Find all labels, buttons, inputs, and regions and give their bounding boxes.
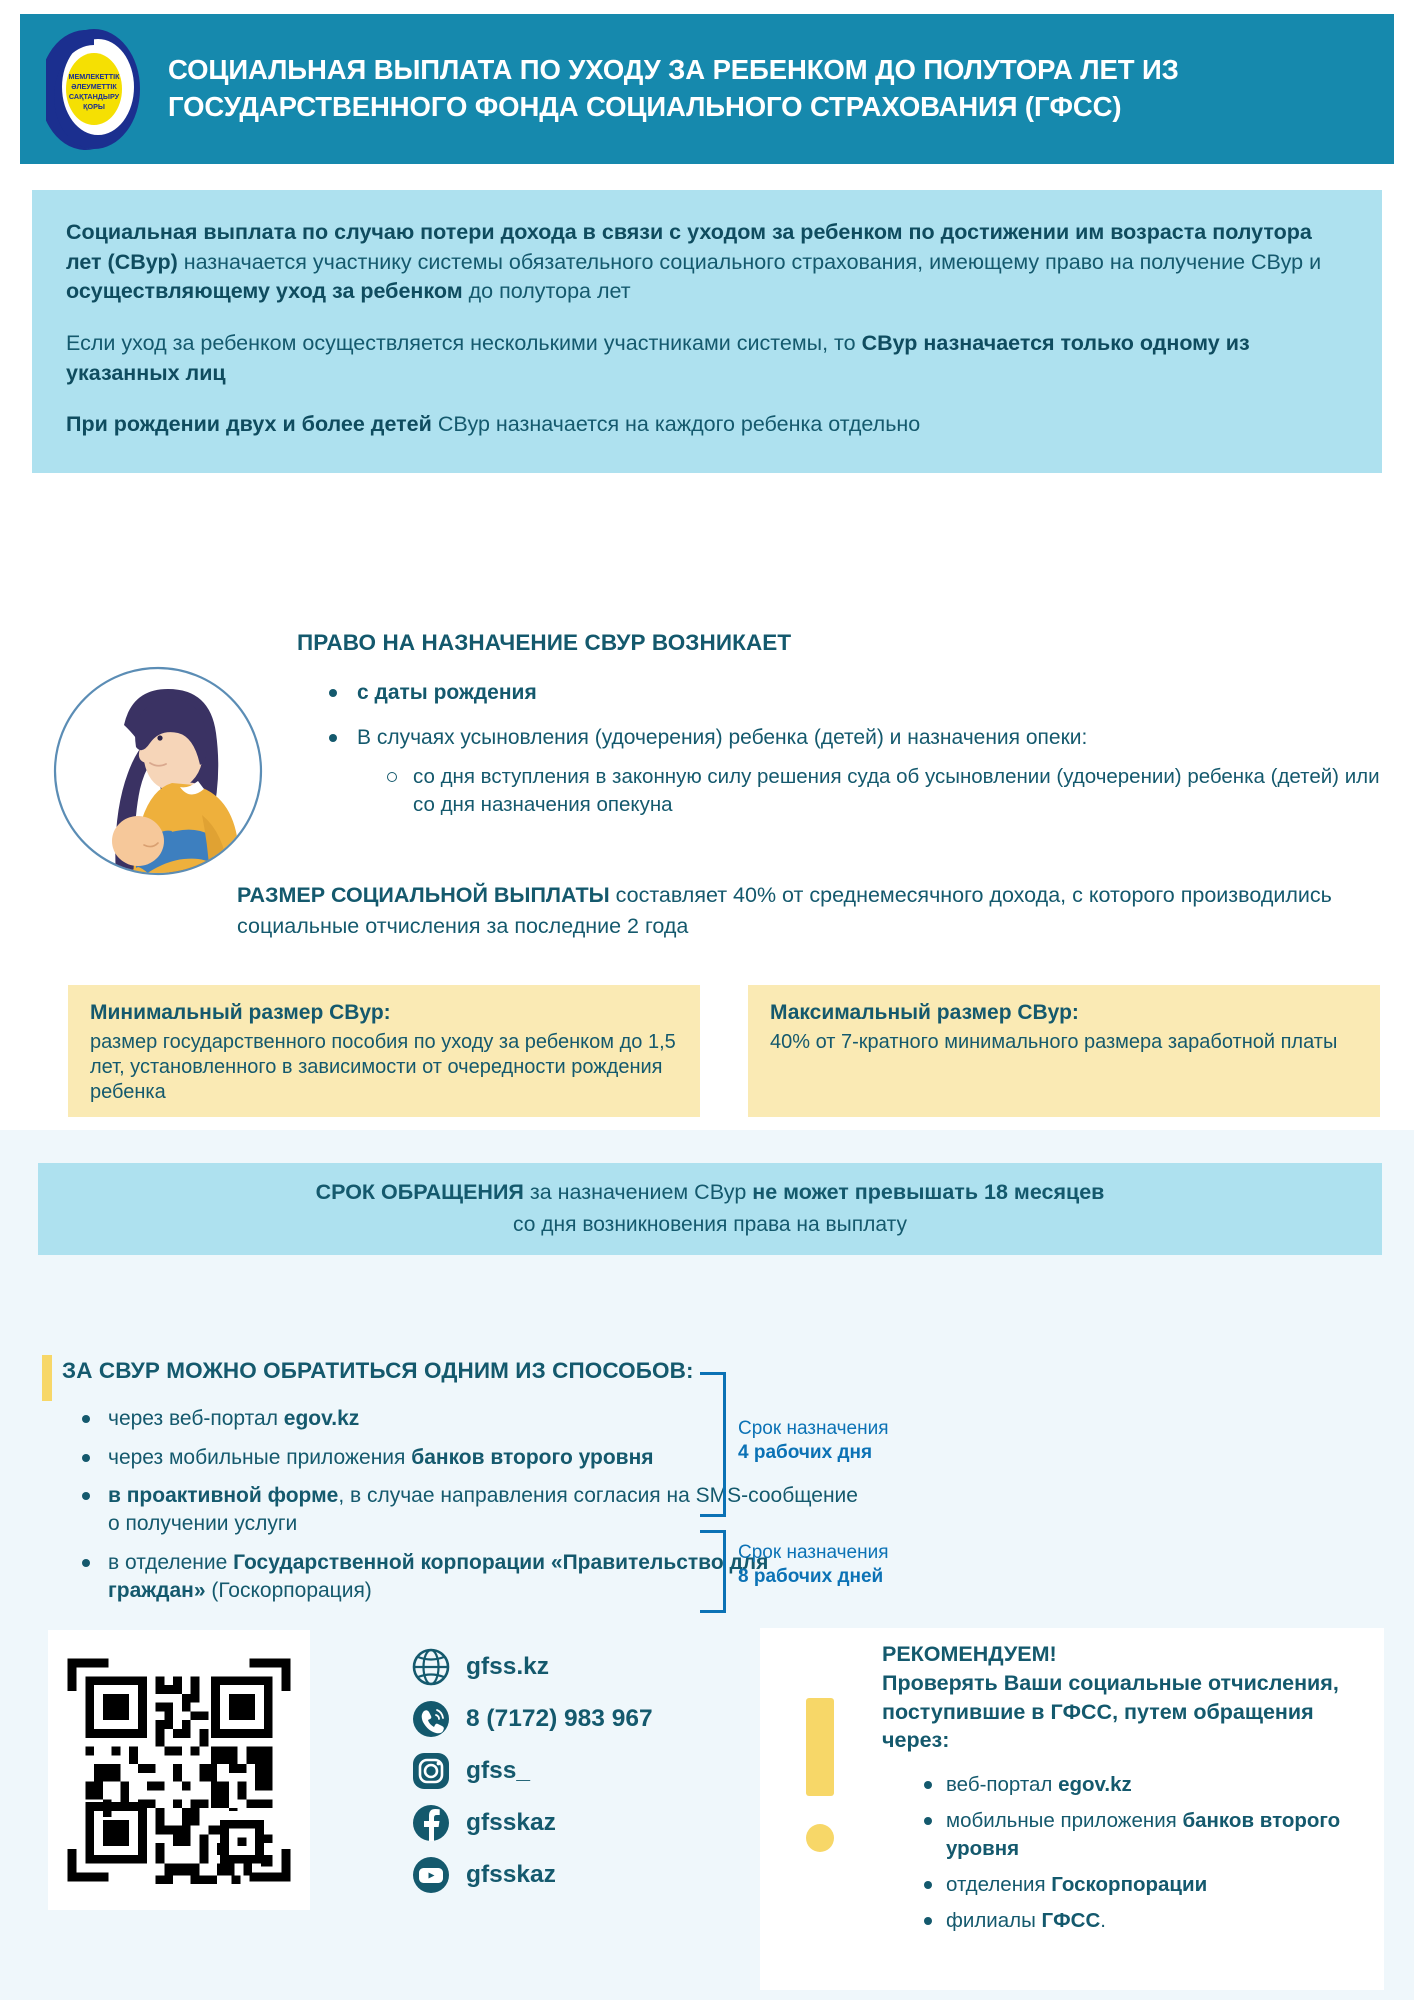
apply-item-goscorp-start: в отделение xyxy=(108,1550,234,1574)
recommendation-item-gfss xyxy=(916,1907,1372,1934)
min-amount-body: размер государственного пособия по уходу за ребенком до 1,5 лет, установленного в зависимости от очередности рождения ребенка xyxy=(90,1031,676,1103)
intro-p3-bold: При рождении двух и более детей xyxy=(66,412,432,437)
deadline-bold: не может превышать 18 месяцев xyxy=(752,1180,1105,1205)
exclamation-icon xyxy=(806,1698,834,1852)
apply-item-proactive xyxy=(72,1482,862,1537)
qr-code[interactable] xyxy=(48,1630,310,1910)
apply-item-egov-start: через веб-портал xyxy=(108,1407,284,1430)
deadline-banner xyxy=(38,1163,1382,1255)
max-amount-box xyxy=(748,985,1380,1117)
contact-instagram-text: gfss_ xyxy=(466,1757,531,1784)
instagram-icon xyxy=(412,1752,450,1790)
recommendation-list xyxy=(916,1771,1372,1934)
rights-section xyxy=(297,630,1387,835)
max-amount-title: Максимальный размер СВур: xyxy=(770,1001,1079,1024)
recommendation-item-banks xyxy=(916,1807,1372,1862)
contact-row-instagram[interactable] xyxy=(412,1752,712,1790)
exclamation-dot xyxy=(806,1824,834,1852)
payment-size-label: РАЗМЕР СОЦИАЛЬНОЙ ВЫПЛАТЫ xyxy=(237,883,610,907)
recommendation-item-gfss-start: филиалы xyxy=(946,1909,1042,1933)
recommendation-item-banks-start: мобильные приложения xyxy=(946,1809,1183,1833)
rights-item-adoption-label: В случаях усыновления (удочерения) ребенка (детей) и назначения опеки: xyxy=(357,726,1088,750)
rights-item-birth: с даты рождения xyxy=(321,678,1387,707)
recommendation-item-gfss-bold: ГФСС xyxy=(1041,1909,1101,1933)
intro-block xyxy=(32,190,1382,473)
min-amount-box xyxy=(68,985,700,1117)
intro-p1-end: до полутора лет xyxy=(462,279,631,304)
contact-row-youtube[interactable] xyxy=(412,1856,712,1894)
contact-website-text: gfss.kz xyxy=(466,1653,550,1680)
recommendation-heading-line1: РЕКОМЕНДУЕМ! xyxy=(882,1642,1057,1666)
logo-line4: ҚОРЫ xyxy=(83,102,105,111)
apply-item-proactive-bold: в проактивной форме xyxy=(108,1484,339,1508)
intro-p2-bold: СВур назначается только одному из указанных лиц xyxy=(66,330,1250,385)
intro-p2-start: Если уход за ребенком осуществляется несколькими участниками системы, то xyxy=(66,330,862,355)
recommendation-item-goscorp xyxy=(916,1871,1372,1898)
logo-line3: САҚТАНДЫРУ xyxy=(68,92,120,101)
rights-subitem-court: со дня вступления в законную силу решения суда об усыновлении (удочерении) ребенка (детей) или со дня назначения опекуна xyxy=(381,763,1387,819)
recommendation-item-egov-start: веб-портал xyxy=(946,1773,1059,1797)
youtube-icon xyxy=(412,1856,450,1894)
recommendation-item-goscorp-bold: Госкорпорации xyxy=(1051,1872,1208,1896)
contact-row-website[interactable] xyxy=(412,1648,712,1686)
payment-size-text: составляет 40% от среднемесячного дохода, с которого производились социальные отчисления за последние 2 года xyxy=(237,883,1332,939)
deadline-line-2: со дня возникновения права на выплату xyxy=(513,1213,907,1237)
intro-p1-bold-b: осуществляющему уход за ребенком xyxy=(66,279,463,304)
contact-phone-text: 8 (7172) 983 967 xyxy=(466,1705,653,1732)
apply-item-goscorp-bold: Государственной корпорации «Правительство для граждан» xyxy=(108,1550,769,1602)
rights-list xyxy=(321,678,1387,819)
term-label-4-days-value: 4 рабочих дня xyxy=(738,1441,873,1463)
page-header xyxy=(20,14,1394,164)
intro-paragraph-2 xyxy=(66,329,1348,388)
term-label-8-days xyxy=(738,1541,889,1589)
intro-p3-end: СВур назначается на каждого ребенка отдельно xyxy=(431,412,921,437)
contact-row-facebook[interactable] xyxy=(412,1804,712,1842)
globe-icon xyxy=(412,1648,450,1686)
logo-line1: МЕМЛЕКЕТТІК xyxy=(68,72,120,81)
gfss-logo xyxy=(46,27,142,151)
recommendation-item-gfss-end: . xyxy=(1100,1909,1106,1933)
contact-facebook-text: gfsskaz xyxy=(466,1809,556,1836)
min-amount-title: Минимальный размер СВур: xyxy=(90,1001,391,1024)
max-amount-body: 40% от 7-кратного минимального размера заработной платы xyxy=(770,1031,1338,1053)
facebook-icon xyxy=(412,1804,450,1842)
contact-row-phone[interactable] xyxy=(412,1700,712,1738)
intro-paragraph-1 xyxy=(66,218,1348,307)
phone-icon xyxy=(412,1700,450,1738)
rights-sublist xyxy=(381,763,1387,819)
term-label-4-days xyxy=(738,1417,889,1465)
recommendation-body xyxy=(882,1640,1372,1943)
term-label-4-days-caption: Срок назначения xyxy=(738,1418,889,1439)
intro-paragraph-3 xyxy=(66,410,1348,440)
deadline-mid: за назначением СВур xyxy=(523,1180,753,1205)
apply-heading: ЗА СВУР МОЖНО ОБРАТИТЬСЯ ОДНИМ ИЗ СПОСОБОВ: xyxy=(62,1358,694,1383)
term-label-8-days-value: 8 рабочих дней xyxy=(738,1565,884,1587)
apply-item-banks-start: через мобильные приложения xyxy=(108,1445,412,1469)
recommendation-item-egov xyxy=(916,1771,1372,1798)
intro-p1-bold-a: Социальная выплата по случаю потери дохода в связи с уходом за ребенком по достижении им возраста полутора лет (СВур) xyxy=(66,220,1312,274)
payment-size-paragraph xyxy=(237,880,1387,942)
apply-item-banks-bold: банков второго уровня xyxy=(411,1445,654,1469)
contacts-list xyxy=(412,1648,712,1908)
recommendation-item-goscorp-start: отделения xyxy=(946,1872,1052,1896)
contact-youtube-text: gfsskaz xyxy=(466,1861,556,1888)
bracket-8-days xyxy=(700,1530,726,1613)
term-label-8-days-caption: Срок назначения xyxy=(738,1542,889,1563)
deadline-line-1 xyxy=(316,1179,1105,1207)
logo-line2: ӘЛЕУМЕТТІК xyxy=(71,82,117,91)
recommendation-heading xyxy=(882,1640,1372,1755)
bracket-4-days xyxy=(700,1372,726,1517)
recommendation-item-egov-bold: egov.kz xyxy=(1058,1773,1132,1797)
rights-item-adoption xyxy=(321,723,1387,818)
apply-item-egov-bold: egov.kz xyxy=(283,1407,360,1430)
apply-item-goscorp-end: (Госкорпорация) xyxy=(205,1578,372,1602)
recommendation-item-banks-bold: банков второго уровня xyxy=(946,1809,1341,1860)
page-title: СОЦИАЛЬНАЯ ВЫПЛАТА ПО УХОДУ ЗА РЕБЕНКОМ ДО ПОЛУТОРА ЛЕТ ИЗ ГОСУДАРСТВЕННОГО ФОНДА СОЦИАЛЬНОГО СТРАХОВАНИЯ (ГФСС) xyxy=(168,54,1179,122)
intro-p1-mid: назначается участнику системы обязательного социального страхования, имеющему право на получение СВур и xyxy=(177,249,1322,274)
exclamation-bar xyxy=(806,1698,834,1796)
apply-accent-bar xyxy=(42,1355,52,1401)
mother-and-child-illustration xyxy=(52,665,264,877)
apply-item-proactive-end: , в случае направления согласия на SMS-сообщение о получении услуги xyxy=(108,1484,858,1536)
rights-heading: ПРАВО НА НАЗНАЧЕНИЕ СВУР ВОЗНИКАЕТ xyxy=(297,630,792,655)
recommendation-heading-line2: Проверять Ваши социальные отчисления, поступившие в ГФСС, путем обращения через: xyxy=(882,1670,1339,1753)
deadline-caps: СРОК ОБРАЩЕНИЯ xyxy=(315,1180,524,1205)
